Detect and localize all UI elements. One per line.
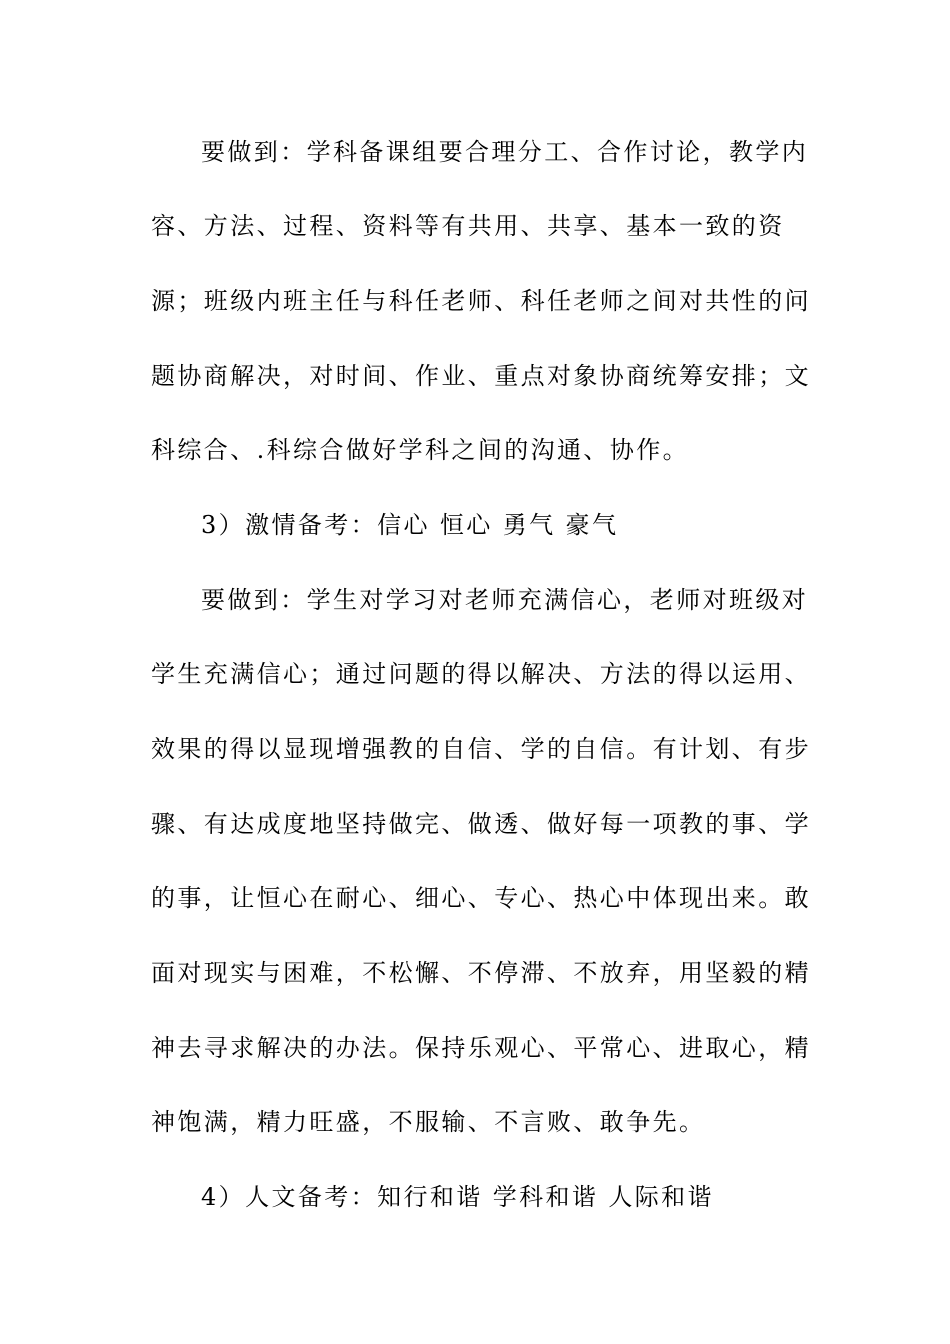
- section-heading: 4）人文备考：知行和谐 学科和谐 人际和谐: [201, 1183, 714, 1211]
- paragraph-line: 神饱满，精力旺盛，不服输、不言败、敢争先。: [151, 1108, 706, 1136]
- paragraph-line: 骤、有达成度地坚持做完、做透、做好每一项教的事、学: [151, 810, 811, 838]
- paragraph-line: 要做到：学生对学习对老师充满信心，老师对班级对: [201, 586, 809, 614]
- paragraph-line: 学生充满信心；通过问题的得以解决、方法的得以运用、: [151, 660, 811, 688]
- paragraph-line: 面对现实与困难，不松懈、不停滞、不放弃，用坚毅的精: [151, 959, 811, 987]
- paragraph-line: 科综合、.科综合做好学科之间的沟通、协作。: [151, 436, 690, 464]
- paragraph-line: 源；班级内班主任与科任老师、科任老师之间对共性的问: [151, 287, 811, 315]
- paragraph-line: 效果的得以显现增强教的自信、学的自信。有计划、有步: [151, 735, 811, 763]
- paragraph-line: 容、方法、过程、资料等有共用、共享、基本一致的资: [151, 212, 785, 240]
- paragraph-line: 神去寻求解决的办法。保持乐观心、平常心、进取心，精: [151, 1034, 811, 1062]
- section-heading: 3）激情备考：信心 恒心 勇气 豪气: [201, 511, 619, 539]
- paragraph-line: 题协商解决，对时间、作业、重点对象协商统筹安排；文: [151, 362, 811, 390]
- paragraph-line: 的事，让恒心在耐心、细心、专心、热心中体现出来。敢: [151, 884, 811, 912]
- paragraph-line: 要做到：学科备课组要合理分工、合作讨论，教学内: [201, 138, 809, 166]
